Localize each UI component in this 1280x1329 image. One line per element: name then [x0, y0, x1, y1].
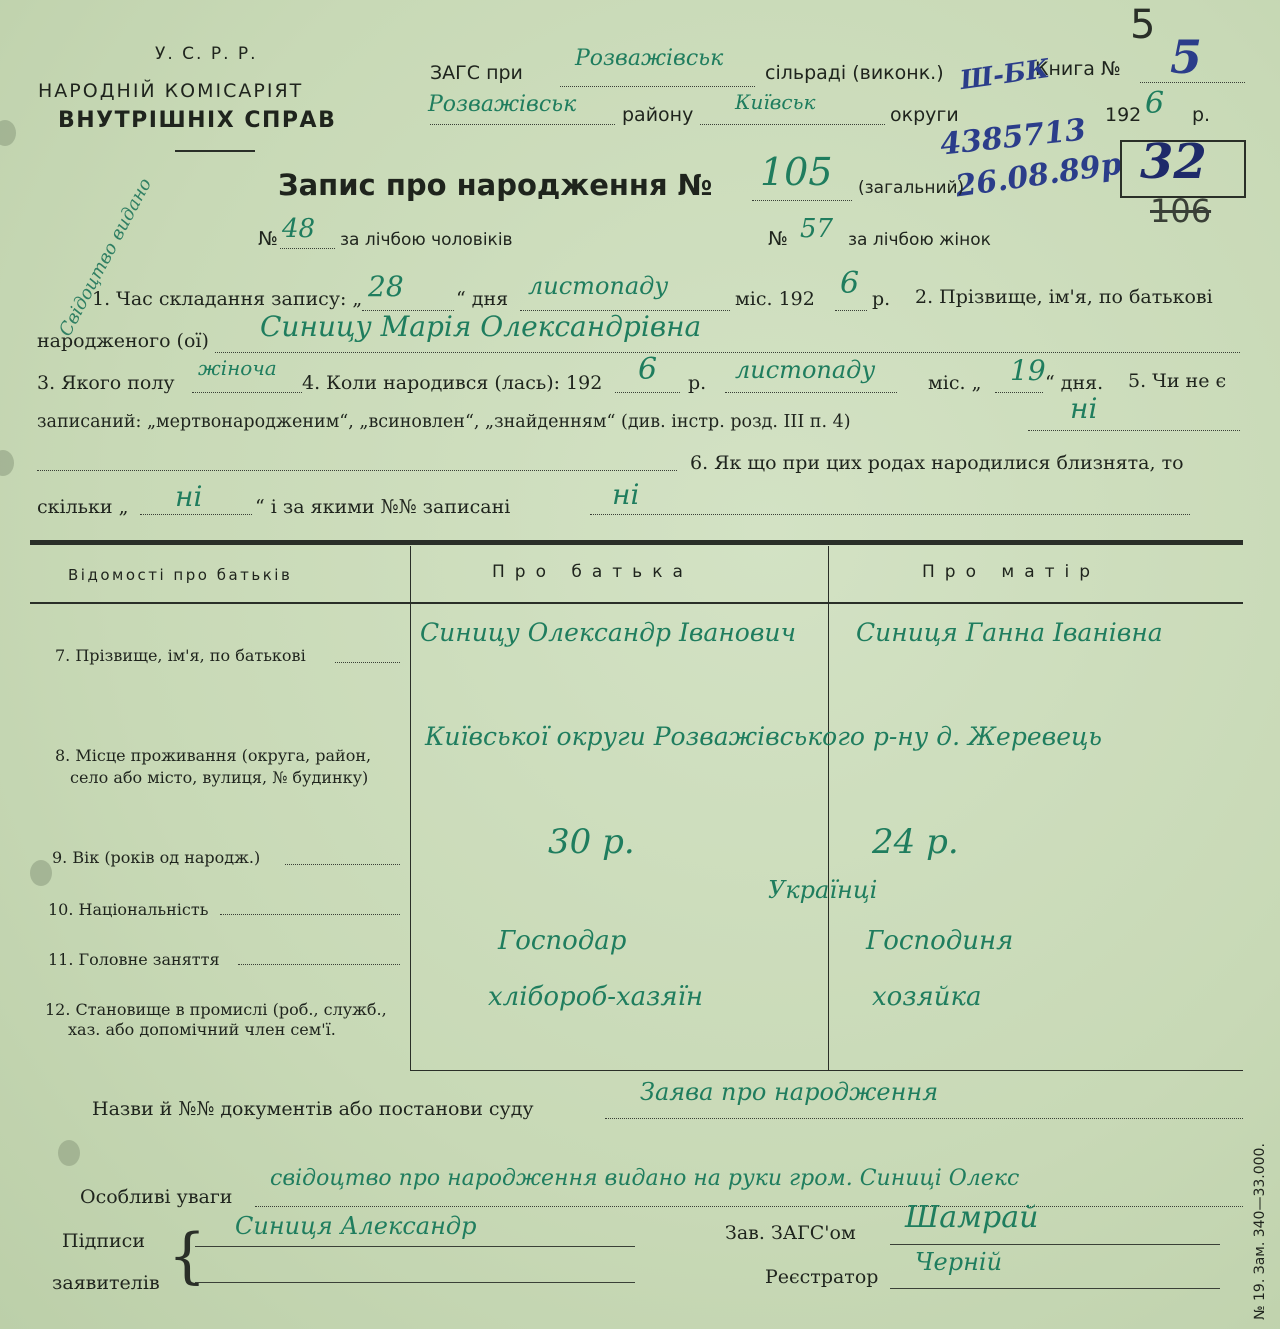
- book-value: 5: [1170, 30, 1203, 84]
- binder-hole: [30, 860, 52, 886]
- village-council-label: сільраді (виконк.): [765, 62, 944, 84]
- field1-day-suffix: “ дня: [456, 288, 509, 310]
- applicant-signature-line: [195, 1246, 635, 1247]
- corner-mark: 5: [1130, 2, 1156, 48]
- field1-day: 28: [368, 270, 404, 303]
- field6-which-label: “ і за якими №№ записані: [255, 496, 511, 518]
- registrar-signature-line: [890, 1288, 1220, 1289]
- archive-code: Ш-БК: [958, 53, 1052, 97]
- row11-label: 11. Головне заняття: [48, 950, 220, 969]
- record-number-underline: [752, 200, 852, 201]
- row9-mother: 24 р.: [872, 822, 959, 862]
- field1-month-suffix: міс. 192: [735, 288, 815, 310]
- zags-value: Розважівськ: [575, 46, 724, 71]
- field1-month: листопаду: [528, 272, 669, 300]
- col-header-father: Про батька: [492, 562, 693, 582]
- row7-mother: Синиця Ганна Іванівна: [856, 618, 1163, 647]
- field4-label: 4. Коли народився (лась): 192: [302, 372, 603, 394]
- table-header-rule: [30, 602, 1243, 604]
- table-top-rule: [30, 540, 1243, 545]
- notes-value: свідоцтво про народження видано на руки гром. Синиці Олекс: [270, 1166, 1020, 1191]
- box-number: 32: [1140, 134, 1207, 190]
- margin-note: Свідоцтво видано: [55, 174, 157, 340]
- archive-number: 4385713: [938, 112, 1088, 163]
- archive-date: 26.08.89р: [953, 146, 1124, 205]
- field6-how-many-underline: [140, 514, 252, 515]
- field3-value: жіноча: [198, 356, 277, 380]
- docs-value: Заява про народження: [640, 1078, 939, 1106]
- col-header-info: Відомості про батьків: [68, 566, 293, 584]
- row10-father: Українці: [768, 876, 878, 904]
- okruha-value: Київськ: [735, 90, 816, 114]
- notes-label: Особливі уваги: [80, 1186, 233, 1208]
- field4-year-underline: [615, 392, 680, 393]
- general-label: (загальний): [858, 178, 965, 198]
- field5-label-cont: записаний: „мертвонародженим“, „всиновлен“, „знайденням“ (див. інстр. розд. III п. 4): [37, 412, 851, 432]
- field4-day: 19: [1010, 354, 1046, 387]
- field4-day-suffix: “ дня.: [1045, 372, 1104, 394]
- raion-label: району: [622, 104, 694, 126]
- field6-label: 6. Як що при цих родах народилися близнята, то: [690, 452, 1184, 474]
- field6-which-value: ні: [612, 478, 640, 511]
- head-label: Зав. ЗАГС'ом: [725, 1222, 856, 1244]
- row9-label: 9. Вік (років од народж.): [52, 848, 261, 867]
- female-no-value: 57: [800, 214, 834, 244]
- brace-icon: {: [168, 1221, 207, 1291]
- crossed-number: 106: [1150, 192, 1212, 230]
- zags-prefix: ЗАГС при: [430, 62, 523, 84]
- okruha-underline: [700, 124, 885, 125]
- field4-month-underline: [725, 392, 897, 393]
- row7-label-dots: [335, 662, 400, 663]
- field5-underline-2: [37, 470, 677, 471]
- row11-label-dots: [238, 964, 400, 965]
- raion-underline: [430, 124, 615, 125]
- field6-which-underline: [590, 514, 1190, 515]
- field2-underline: [215, 352, 1240, 353]
- male-no-value: 48: [282, 214, 316, 244]
- female-no-label: №: [768, 228, 788, 250]
- row11-father: Господар: [498, 926, 627, 956]
- table-bottom-rule: [410, 1070, 1243, 1071]
- commissariat-line1: НАРОДНІЙ КОМІСАРІЯТ: [38, 80, 304, 102]
- signatures-label: Підписи: [62, 1230, 145, 1252]
- row8-father: Київської округи Розважівського р-ну д. Жеревець: [425, 722, 1103, 751]
- book-label: Книга №: [1035, 58, 1121, 80]
- male-label: за лічбою чоловіків: [340, 230, 513, 250]
- field5-underline: [1028, 430, 1240, 431]
- row9-father: 30 р.: [548, 822, 635, 862]
- field6-how-many-label: скільки „: [37, 496, 129, 518]
- row7-father: Синицу Олександр Іванович: [420, 618, 797, 647]
- row8-label: 8. Місце проживання (округа, район,: [55, 746, 372, 765]
- republic-label: У. С. Р. Р.: [155, 44, 258, 64]
- field3-label: 3. Якого полу: [37, 372, 175, 394]
- col-header-mother: Про матір: [922, 562, 1101, 582]
- row11-mother: Господиня: [866, 926, 1014, 956]
- row12-label: 12. Становище в промислі (роб., служб.,: [45, 1000, 387, 1019]
- year-value: 6: [1145, 86, 1165, 121]
- record-title: Запис про народження №: [278, 168, 713, 202]
- row10-label-dots: [220, 914, 400, 915]
- field2-value: Синицу Марія Олександрівна: [260, 310, 702, 343]
- record-number: 105: [760, 150, 833, 194]
- docs-label: Назви й №№ документів або постанови суду: [92, 1098, 534, 1120]
- field6-how-many-value: ні: [175, 480, 203, 513]
- row12-father: хлібороб-хазяїн: [488, 982, 704, 1012]
- table-col-divider-2: [828, 546, 829, 1071]
- field4-r: р.: [688, 372, 707, 394]
- applicants-label: заявителів: [52, 1272, 160, 1294]
- table-col-divider-1: [410, 546, 411, 1071]
- header-divider: [175, 150, 255, 152]
- field4-day-underline: [995, 392, 1043, 393]
- field3-underline: [192, 392, 302, 393]
- docs-underline: [605, 1118, 1243, 1119]
- row9-label-dots: [285, 864, 400, 865]
- field4-month: листопаду: [735, 356, 876, 384]
- okruha-label: округи: [890, 104, 959, 126]
- field1-year-suffix: р.: [872, 288, 891, 310]
- registrar-label: Реєстратор: [765, 1266, 879, 1288]
- row8-label-2: село або місто, вулиця, № будинку): [70, 768, 369, 787]
- female-label: за лічбою жінок: [848, 230, 991, 250]
- field1-year-underline: [835, 310, 867, 311]
- field1-label: 1. Час складання запису: „: [92, 288, 363, 310]
- zags-underline: [560, 86, 755, 87]
- field5-label: 5. Чи не є: [1128, 370, 1227, 392]
- year-suffix: р.: [1192, 104, 1211, 126]
- row12-label-2: хаз. або допомічний член сем'ї.: [68, 1020, 336, 1039]
- row7-label: 7. Прізвище, ім'я, по батькові: [55, 646, 306, 665]
- row10-label: 10. Національність: [48, 900, 209, 919]
- field4-year: 6: [638, 352, 658, 387]
- male-no-underline: [280, 248, 335, 249]
- head-signature: Шамрай: [905, 1200, 1039, 1235]
- field4-month-suffix: міс. „: [928, 372, 982, 394]
- field2-label-cont: народженого (ої): [37, 330, 209, 352]
- field5-value: ні: [1070, 392, 1098, 425]
- notes-underline: [255, 1206, 1243, 1207]
- side-print-text: № 19. Зам. 340—33.000.: [1252, 1143, 1268, 1320]
- field2-label: 2. Прізвище, ім'я, по батькові: [915, 286, 1213, 308]
- field1-year: 6: [840, 266, 860, 301]
- commissariat-line2: ВНУТРІШНІХ СПРАВ: [58, 108, 337, 133]
- row12-mother: хозяйка: [872, 982, 982, 1012]
- binder-hole: [0, 450, 14, 476]
- book-underline: [1140, 82, 1245, 83]
- male-no-label: №: [258, 228, 278, 250]
- applicant-signature: Синиця Александр: [235, 1212, 477, 1240]
- binder-hole: [58, 1140, 80, 1166]
- applicant-signature-line-2: [195, 1282, 635, 1283]
- head-signature-line: [890, 1244, 1220, 1245]
- binder-hole: [0, 120, 16, 146]
- registrar-signature: Черній: [915, 1248, 1003, 1276]
- year-prefix: 192: [1105, 104, 1142, 126]
- raion-value: Розважівськ: [428, 92, 577, 117]
